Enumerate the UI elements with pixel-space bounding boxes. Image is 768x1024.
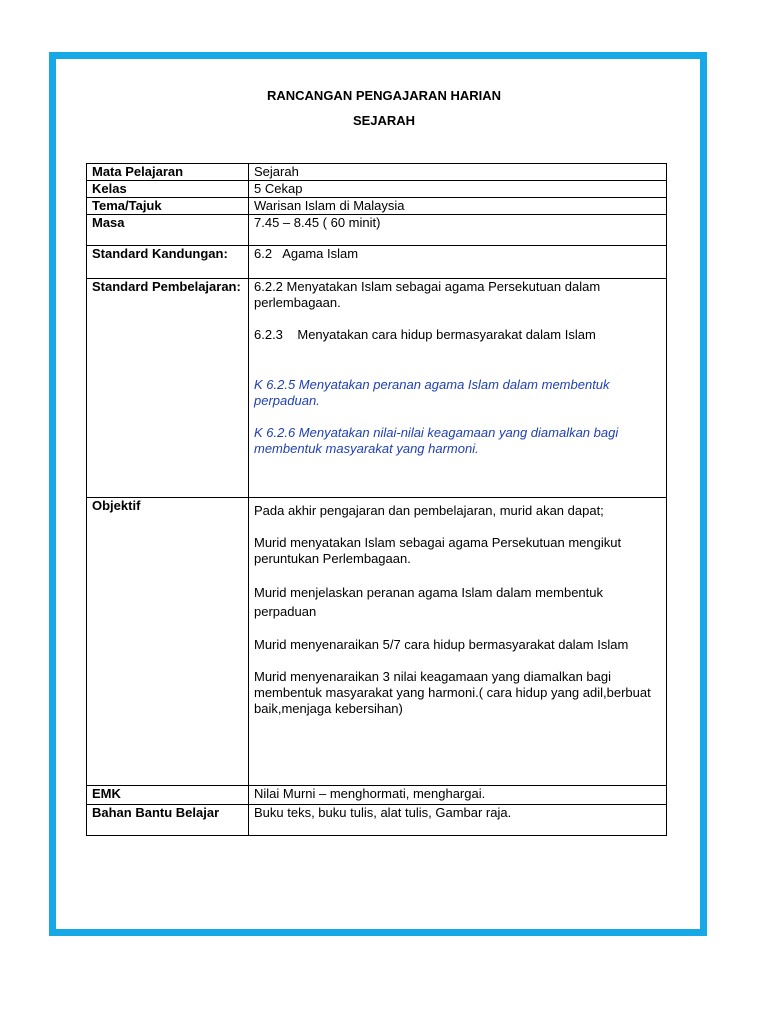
row-label: Kelas — [87, 181, 249, 198]
learning-standard-item: K 6.2.6 Menyatakan nilai-nilai keagamaan yang diamalkan bagi membentuk masyarakat yang harmoni. — [254, 425, 619, 456]
table-row-standard-kandungan — [87, 246, 667, 279]
row-value: 6.2 Agama Islam — [249, 246, 667, 279]
row-label: Standard Kandungan: — [87, 246, 249, 279]
table-row-masa — [87, 215, 667, 246]
learning-standard-item: 6.2.3 Menyatakan cara hidup bermasyarakat dalam Islam — [254, 327, 596, 342]
row-label: Bahan Bantu Belajar — [87, 805, 249, 836]
row-label: Standard Pembelajaran: — [87, 279, 249, 498]
row-value — [249, 279, 667, 498]
row-label: Mata Pelajaran — [87, 164, 249, 181]
row-value — [249, 498, 667, 786]
row-label: Masa — [87, 215, 249, 246]
row-label: EMK — [87, 786, 249, 805]
objective-item: Murid menyatakan Islam sebagai agama Persekutuan mengikut peruntukan Perlembagaan. — [254, 535, 622, 566]
table-row-mata-pelajaran — [87, 164, 667, 181]
row-value: Sejarah — [249, 164, 667, 181]
table-row-kelas — [87, 181, 667, 198]
document-subtitle: SEJARAH — [352, 113, 416, 128]
row-value: Warisan Islam di Malaysia — [249, 198, 667, 215]
row-label: Objektif — [87, 498, 249, 786]
objective-item: Murid menyenaraikan 3 nilai keagamaan yang diamalkan bagi membentuk masyarakat yang harmoni.( cara hidup yang adil,berbuat baik,menjaga kebersihan) — [254, 669, 651, 716]
row-value: Nilai Murni – menghormati, menghargai. — [249, 786, 667, 805]
row-label: Tema/Tajuk — [87, 198, 249, 215]
document-title: RANCANGAN PENGAJARAN HARIAN — [266, 88, 501, 103]
lesson-plan-table — [86, 163, 667, 836]
table-row-emk — [87, 786, 667, 805]
row-value: Buku teks, buku tulis, alat tulis, Gambar raja. — [249, 805, 667, 836]
objective-item: Pada akhir pengajaran dan pembelajaran, murid akan dapat; — [254, 503, 604, 518]
table-row-bahan-bantu-belajar — [87, 805, 667, 836]
learning-standard-item: K 6.2.5 Menyatakan peranan agama Islam dalam membentuk perpaduan. — [254, 377, 610, 408]
learning-standard-item: 6.2.2 Menyatakan Islam sebagai agama Persekutuan dalam perlembagaan. — [254, 279, 601, 310]
table-row-tema — [87, 198, 667, 215]
table-row-objektif — [87, 498, 667, 786]
row-value: 7.45 – 8.45 ( 60 minit) — [249, 215, 667, 246]
row-value: 5 Cekap — [249, 181, 667, 198]
table-row-standard-pembelajaran — [87, 279, 667, 498]
objective-item: Murid menjelaskan peranan agama Islam dalam membentuk perpaduan — [254, 585, 604, 619]
objective-item: Murid menyenaraikan 5/7 cara hidup bermasyarakat dalam Islam — [254, 637, 629, 652]
